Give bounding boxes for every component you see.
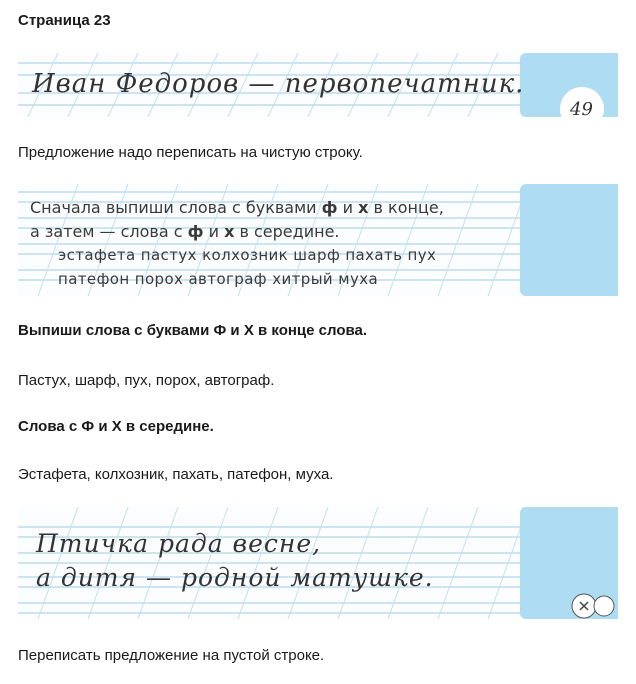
answer-middle-letters: Эстафета, колхозник, пахать, патефон, муха. <box>18 466 334 483</box>
margin-strip <box>520 507 618 619</box>
handwritten-sentence: Иван Федоров — первопечатник. <box>32 69 525 99</box>
answer-end-letters: Пастух, шарф, пух, порох, автограф. <box>18 372 275 389</box>
workbook-image-poem <box>18 507 618 619</box>
button-doodle-icon <box>520 507 618 619</box>
letter-f: ф <box>187 222 204 241</box>
margin-strip <box>520 184 618 296</box>
letter-x: х <box>224 222 235 241</box>
instruction-copy-blank-line: Переписать предложение на пустой строке. <box>18 647 325 664</box>
instruction-rewrite: Предложение надо переписать на чистую строку. <box>18 144 363 161</box>
task-text: а затем — слова с <box>30 222 188 241</box>
letter-f: ф <box>321 198 338 217</box>
page-number: 49 <box>570 99 593 117</box>
page-title: Страница 23 <box>18 12 111 29</box>
task-line-1 <box>30 198 444 217</box>
letter-x: х <box>358 198 369 217</box>
heading-middle-letters: Слова с Ф и Х в середине. <box>18 418 214 435</box>
handwritten-line-1: Птичка рада весне, <box>36 529 322 558</box>
margin-strip <box>520 53 618 117</box>
task-line-2 <box>30 222 340 241</box>
task-text: и <box>337 198 359 217</box>
task-text: в конце, <box>368 198 444 217</box>
handwritten-line-2: а дитя — родной матушке. <box>36 563 434 592</box>
task-text: Сначала выпиши слова с буквами <box>30 198 322 217</box>
words-line-2: патефон порох автограф хитрый муха <box>58 270 379 288</box>
task-text: в середине. <box>234 222 340 241</box>
task-text: и <box>203 222 225 241</box>
workbook-image-copy-line <box>18 53 618 117</box>
workbook-image-exercise <box>18 184 618 296</box>
words-line-1: эстафета пастух колхозник шарф пахать пух <box>58 246 437 264</box>
heading-end-letters: Выпиши слова с буквами Ф и Х в конце слова. <box>18 322 368 339</box>
